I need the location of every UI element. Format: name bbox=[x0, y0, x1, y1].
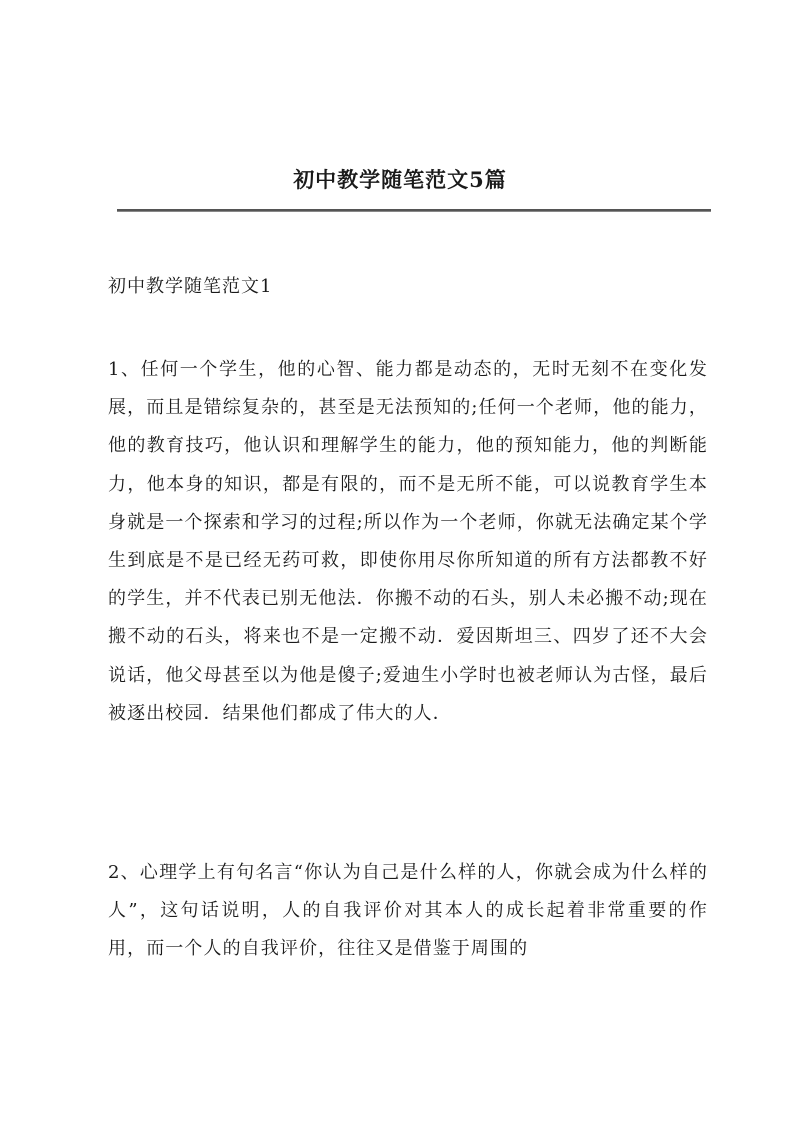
document-title: 初中教学随笔范文5篇 bbox=[293, 167, 507, 192]
paragraph-1: 1、任何一个学生，他的心智、能力都是动态的，无时无刻不在变化发展，而且是错综复杂的，甚至是无法预知的;任何一个老师，他的能力，他的教育技巧，他认识和理解学生的能力，他的预知能力，他的判断能力，他本身的知识，都是有限的，而不是无所不能，可以说教育学生本身就是一个探索和学习的过程;所以作为一个老师，你就无法确定某个学生到底是不是已经无药可救，即使你用尽你所知道的所有方法都教不好的学生，并不代表已别无他法．你搬不动的石头，别人未必搬不动;现在搬不动的石头，将来也不是一定搬不动．爱因斯坦三、四岁了还不大会说话，他父母甚至以为他是傻子;爱迪生小学时也被老师认为古怪，最后被逐出校园．结果他们都成了伟大的人． bbox=[108, 359, 708, 724]
paragraph-2: 2、心理学上有句名言“你认为自己是什么样的人，你就会成为什么样的人”，这句话说明，人的自我评价对其本人的成长起着非常重要的作用，而一个人的自我评价，往往又是借鉴于周围的 bbox=[108, 862, 708, 960]
title-divider bbox=[117, 209, 711, 212]
section-heading: 初中教学随笔范文1 bbox=[108, 276, 273, 297]
